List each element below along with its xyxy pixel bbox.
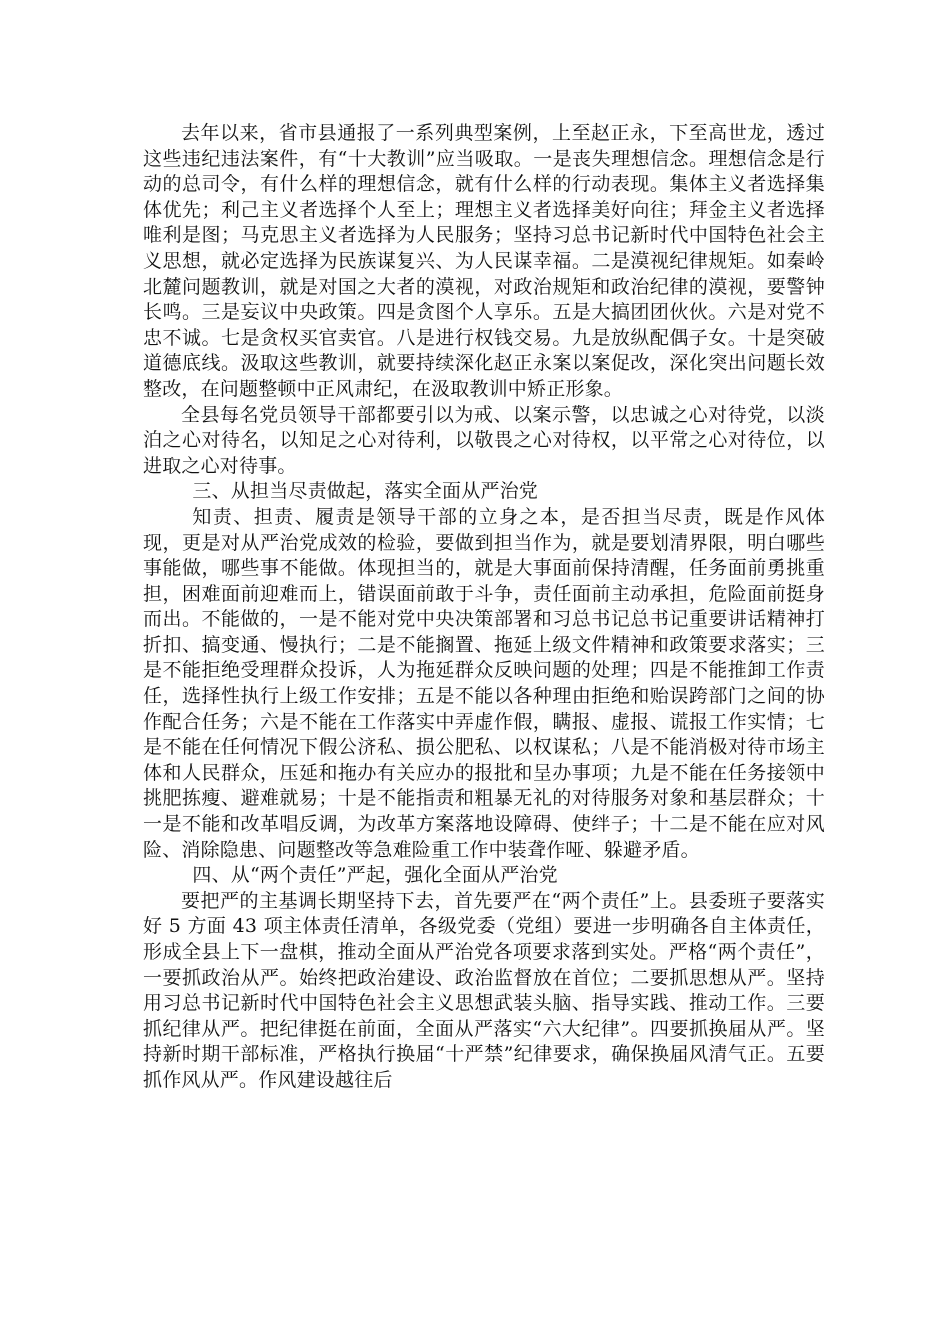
body-paragraph: 知责、担责、履责是领导干部的立身之本，是否担当尽责，既是作风体现，更是对从严治党成效的检验，要做到担当作为，就是要划清界限，明白哪些事能做，哪些事不能做。体现担当的，就是大事面前保持清醒，任务面前勇挑重担，困难面前迎难而上，错误面前敢于斗争，责任面前主动承担，危险面前挺身而出。不能做的，一是不能对党中央决策部署和习总书记总书记重要讲话精神打折扣、搞变通、慢执行；二是不能搁置、拖延上级文件精神和政策要求落实；三是不能拒绝受理群众投诉，人为拖延群众反映问题的处理；四是不能推卸工作责任，选择性执行上级工作安排；五是不能以各种理由拒绝和贻误跨部门之间的协作配合任务；六是不能在工作落实中弄虚作假，瞒报、虚报、谎报工作实情；七是不能在任何情况下假公济私、损公肥私、以权谋私；八是不能消极对待市场主体和人民群众，压延和拖办有关应办的报批和呈办事项；九是不能在任务接领中挑肥拣瘦、避难就易；十是不能指责和粗暴无礼的对待服务对象和基层群众；十一是不能和改革唱反调，为改革方案落地设障碍、使绊子；十二是不能在应对风险、消除隐患、问题整改等急难险重工作中装聋作哑、躲避矛盾。 bbox=[143, 505, 825, 861]
document-body bbox=[143, 121, 825, 1094]
body-paragraph: 要把严的主基调长期坚持下去，首先要严在“两个责任”上。县委班子要落实好 5 方面 43 项主体责任清单，各级党委（党组）要进一步明确各自主体责任，形成全县上下一盘棋，推动全面从严治党各项要求落到实处。严格“两个责任”，一要抓政治从严。始终把政治建设、政治监督放在首位；二要抓思想从严。坚持用习总书记新时代中国特色社会主义思想武装头脑、指导实践、推动工作。三要抓纪律从严。把纪律挺在前面，全面从严落实“六大纪律”。四要抓换届从严。坚持新时期干部标准，严格执行换届“十严禁”纪律要求，确保换届风清气正。五要抓作风从严。作风建设越往后 bbox=[143, 889, 825, 1091]
section-heading: 三、从担当尽责做起，落实全面从严治党 bbox=[192, 480, 538, 503]
section-heading: 四、从“两个责任”严起，强化全面从严治党 bbox=[192, 864, 558, 887]
body-paragraph: 去年以来，省市县通报了一系列典型案例，上至赵正永，下至高世龙，透过这些违纪违法案件，有“十大教训”应当吸取。一是丧失理想信念。理想信念是行动的总司令，有什么样的理想信念，就有什么样的行动表现。集体主义者选择集体优先；利己主义者选择个人至上；理想主义者选择美好向往；拜金主义者选择唯利是图；马克思主义者选择为人民服务；坚持习总书记新时代中国特色社会主义思想，就必定选择为民族谋复兴、为人民谋幸福。二是漠视纪律规矩。如秦岭北麓问题教训，就是对国之大者的漠视，对政治规矩和政治纪律的漠视，要警钟长鸣。三是妄议中央政策。四是贪图个人享乐。五是大搞团团伙伙。六是对党不忠不诚。七是贪权买官卖官。八是进行权钱交易。九是放纵配偶子女。十是突破道德底线。汲取这些教训，就要持续深化赵正永案以案促改，深化突出问题长效整改，在问题整顿中正风肃纪，在汲取教训中矫正形象。 bbox=[143, 122, 825, 400]
body-paragraph: 全县每名党员领导干部都要引以为戒、以案示警，以忠诚之心对待党，以淡泊之心对待名，以知足之心对待利，以敬畏之心对待权，以平常之心对待位，以进取之心对待事。 bbox=[143, 403, 825, 477]
